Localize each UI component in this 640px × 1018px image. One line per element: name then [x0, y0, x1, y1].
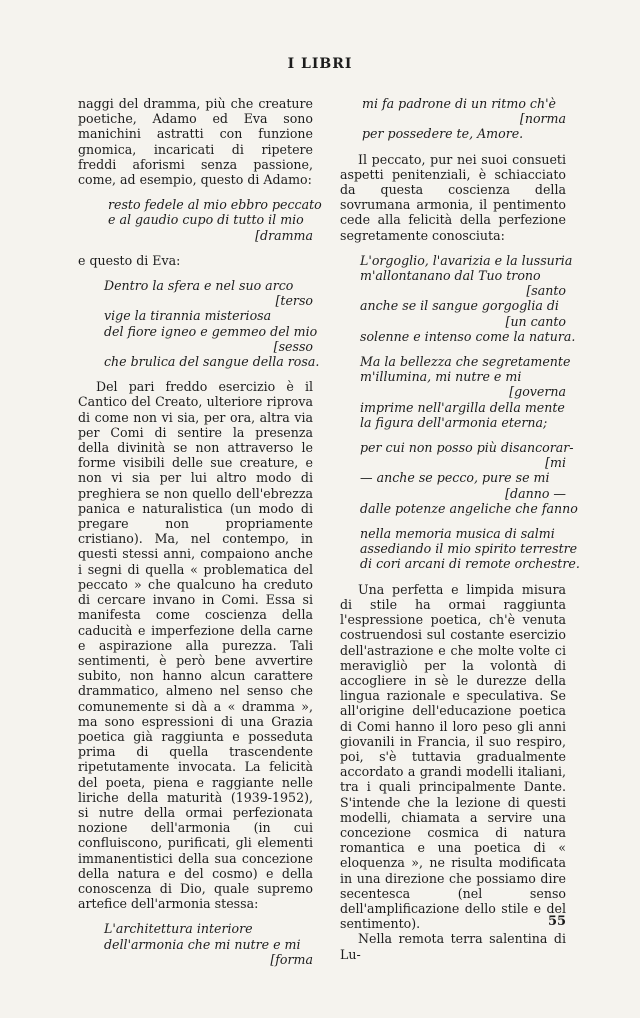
- verse-line: m'allontanano dal Tuo trono: [360, 268, 541, 284]
- paragraph: e questo di Eva:: [78, 252, 181, 268]
- paragraph: Il peccato, pur nei suoi consueti aspetti penitenziali, è schiacciato da questa coscienza della sovrumana armonia, il pentimento cede alla felicità della perfezione segretamente conosciuta:: [340, 151, 566, 243]
- verse-line: — anche se pecco, pure se mi: [360, 470, 550, 486]
- paragraph: naggi del dramma, più che creature poetiche, Adamo ed Eva sono manichini astratti con funzione gnomica, incaricati di ripetere freddi aforismi senza passione, come, ad esempio, questo di Adamo:: [78, 96, 313, 188]
- verse-line: [dramma: [255, 227, 313, 243]
- verse-block: [78, 197, 322, 243]
- verse-block: [78, 278, 320, 370]
- page-number: 55: [548, 914, 567, 929]
- verse-line: di cori arcani di remote orchestre.: [360, 556, 580, 572]
- verse-line: nella memoria musica di salmi: [360, 526, 555, 542]
- verse-line: dalle potenze angeliche che fanno: [360, 500, 578, 516]
- verse-line: mi fa padrone di un ritmo ch'è: [362, 96, 556, 111]
- right-column: [340, 96, 580, 962]
- verse-line: [governa: [509, 384, 566, 400]
- verse-line: L'architettura interiore: [104, 921, 253, 937]
- verse-line: [sesso: [273, 338, 313, 354]
- verse-line: per possedere te, Amore.: [362, 126, 524, 142]
- verse-line: dell'armonia che mi nutre e mi: [104, 936, 301, 952]
- verse-line: la figura dell'armonia eterna;: [360, 414, 548, 430]
- verse-line: [mi: [545, 455, 566, 471]
- page-header: I LIBRI: [287, 56, 353, 72]
- verse-line: [santo: [526, 283, 566, 299]
- verse-line: [danno —: [505, 485, 566, 501]
- verse-line: che brulica del sangue della rosa.: [104, 354, 320, 370]
- verse-block: [340, 440, 578, 516]
- paragraph: Del pari freddo esercizio è il Cantico del Creato, ulteriore riprova di come non vi sia, per ora, altra via per Comi di sentire la presenza della divinità se non attraverso le forme visibili delle sue creature, e non vi sia per lui altro modo di preghiera se non quello dell'ebrezza panica e naturalistica (un modo di pregare non propriamente cristiano). Ma, nel contempo, in questi stessi anni, compaiono anche i segni di quella « problematica del peccato » che qualcuno ha creduto di cercare invano in Comi. Essa si manifesta come coscienza della caducità e imperfezione della carne e aspirazione alla purezza. Tali sentimenti, è però bene avvertire subito, non hanno alcun carattere drammatico, almeno nel senso che comunemente si dà a « dramma », ma sono espressioni di una Grazia poetica già raggiunta e posseduta prima di quella trascendente ripetutamente invocata. La felicità del poeta, piena e raggiante nelle liriche della maturità (1939-1952), si nutre della ormai perfezionata nozione dell'armonia (in cui confluiscono, purificati, gli elementi immanentistici della sua concezione della natura e del cosmo) e della conoscenza di Dio, quale supremo artefice dell'armonia stessa:: [78, 379, 313, 912]
- verse-line: L'orgoglio, l'avarizia e la lussuria: [360, 252, 573, 268]
- verse-line: solenne e intenso come la natura.: [360, 328, 576, 344]
- verse-line: vige la tirannia misteriosa: [104, 308, 272, 324]
- paragraph: Una perfetta e limpida misura di stile ha ormai raggiunta l'espressione poetica, ch'è venuta costruendosi sul costante esercizio dell'astrazione e che molte volte ci meravigliò per la volontà di accogliere in sè le durezze della lingua razionale e speculativa. Se all'origine dell'educazione poetica di Comi hanno il loro peso gli anni giovanili in Francia, il suo respiro, poi, s'è tuttavia gradualmente accordato a grandi modelli italiani, tra i quali principalmente Dante. S'intende che la lezione di questi modelli, chiamata a servire una concezione cosmica di natura romantica e una poetica di « eloquenza », ne risulta modificata in una direzione che possiamo dire secentesca (nel senso dell'amplificazione dello stile e del sentimento).: [340, 581, 566, 932]
- verse-block: [340, 354, 571, 430]
- left-column: [78, 96, 322, 967]
- verse-block: [340, 526, 580, 572]
- verse-line: assediando il mio spirito terrestre: [360, 541, 578, 557]
- verse-line: m'illumina, mi nutre e mi: [360, 369, 522, 385]
- verse-block: [340, 96, 566, 142]
- verse-line: e al gaudio cupo di tutto il mio: [108, 212, 304, 228]
- verse-line: [forma: [270, 951, 313, 967]
- verse-line: anche se il sangue gorgoglia di: [360, 298, 559, 314]
- verse-line: [terso: [275, 293, 313, 309]
- verse-line: [norma: [519, 111, 566, 127]
- verse-line: imprime nell'argilla della mente: [360, 399, 565, 415]
- verse-line: per cui non posso più disancorar-: [360, 440, 574, 456]
- verse-line: [un canto: [505, 313, 566, 329]
- verse-line: del fiore igneo e gemmeo del mio: [104, 323, 318, 339]
- verse-line: Dentro la sfera e nel suo arco: [104, 278, 294, 294]
- verse-line: resto fedele al mio ebbro peccato: [108, 197, 322, 213]
- paragraph: Nella remota terra salentina di Lu-: [340, 931, 566, 962]
- verse-line: Ma la bellezza che segretamente: [360, 354, 571, 370]
- verse-block: [78, 921, 313, 967]
- verse-block: [340, 252, 576, 344]
